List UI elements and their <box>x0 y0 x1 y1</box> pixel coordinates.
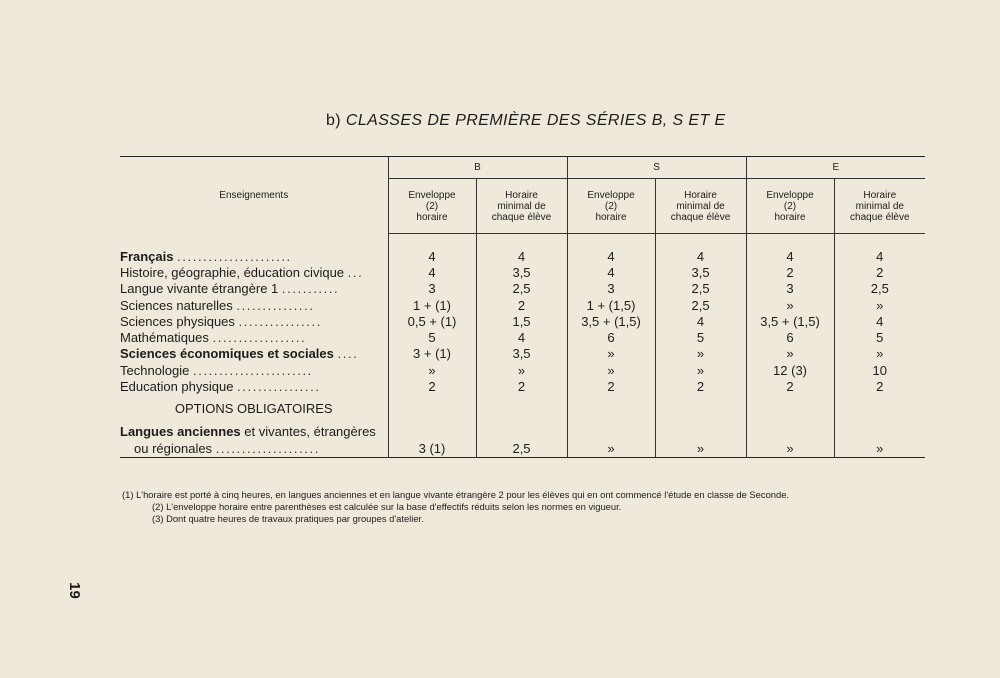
value-cell: 3 <box>567 281 655 297</box>
value-cell: 1 + (1) <box>388 297 476 313</box>
value-cell: 3 <box>746 281 834 297</box>
options-title: OPTIONS OBLIGATOIRES <box>174 401 333 417</box>
page-number: 19 <box>65 582 83 599</box>
subject-cell: Histoire, géographie, éducation civique ... <box>120 264 364 280</box>
value-cell: » <box>567 346 655 362</box>
value-cell: » <box>567 441 655 458</box>
value-cell: 6 <box>567 329 655 345</box>
subheader-horaire-minimal: Horaire minimal de chaque élève <box>834 179 925 234</box>
value-cell: 3 <box>388 281 476 297</box>
value-cell: » <box>655 362 746 378</box>
table-row <box>120 281 925 297</box>
table-row <box>120 313 925 329</box>
subject-cell: Français ...................... <box>120 248 292 264</box>
schedule-table <box>120 156 925 458</box>
value-cell: 4 <box>655 313 746 329</box>
value-cell: » <box>388 362 476 378</box>
table-row <box>120 297 925 313</box>
value-cell: 2 <box>388 378 476 394</box>
value-cell: 2,5 <box>476 441 567 458</box>
subject-cell: Sciences naturelles ............... <box>120 297 315 313</box>
table-body <box>120 248 925 395</box>
value-cell: 4 <box>567 264 655 280</box>
subheader-enveloppe: Enveloppe (2) horaire <box>746 179 834 234</box>
subject-cell: Sciences physiques ................ <box>120 313 322 329</box>
value-cell: » <box>746 297 834 313</box>
value-cell: 2,5 <box>834 281 925 297</box>
value-cell: 1 + (1,5) <box>567 297 655 313</box>
value-cell: 3 (1) <box>388 441 476 458</box>
value-cell: » <box>655 441 746 458</box>
value-cell: 12 (3) <box>746 362 834 378</box>
value-cell: » <box>834 297 925 313</box>
subject-column-header: Enseignements <box>219 189 289 201</box>
value-cell: 2,5 <box>655 281 746 297</box>
subject-cell: Education physique ................ <box>120 379 321 395</box>
value-cell: 2,5 <box>476 281 567 297</box>
value-cell: 5 <box>834 329 925 345</box>
footnote-1: (1) L'horaire est porté à cinq heures, en langues anciennes et en langue vivante étrangère 2 pour les élèves qui en ont commencé l'étude en classe de Seconde. <box>122 489 790 500</box>
subject-cell: Mathématiques .................. <box>120 330 307 346</box>
table-row <box>120 329 925 345</box>
value-cell: 6 <box>746 329 834 345</box>
table-row <box>120 248 925 264</box>
group-header-s: S <box>567 157 746 179</box>
section-title <box>326 112 726 130</box>
group-header-b: B <box>388 157 567 179</box>
value-cell: 3,5 <box>476 346 567 362</box>
subheader-horaire-minimal: Horaire minimal de chaque élève <box>476 179 567 234</box>
value-cell: 2 <box>834 378 925 394</box>
value-cell: 5 <box>388 329 476 345</box>
value-cell: » <box>834 346 925 362</box>
subject-cell: Technologie ....................... <box>120 362 313 378</box>
footnotes <box>122 489 927 525</box>
table-row <box>120 362 925 378</box>
value-cell: 3,5 + (1,5) <box>567 313 655 329</box>
value-cell: 2 <box>746 264 834 280</box>
value-cell: 2 <box>746 378 834 394</box>
value-cell: 1,5 <box>476 313 567 329</box>
value-cell: 4 <box>655 248 746 264</box>
value-cell: » <box>834 441 925 458</box>
subject-cell: Langue vivante étrangère 1 ........... <box>120 281 340 297</box>
subject-cell: Sciences économiques et sociales .... <box>120 346 359 362</box>
value-cell: 4 <box>476 248 567 264</box>
value-cell: 4 <box>567 248 655 264</box>
value-cell: » <box>476 362 567 378</box>
value-cell: 4 <box>388 264 476 280</box>
table-row <box>120 264 925 280</box>
group-header-e: E <box>746 157 925 179</box>
value-cell: 10 <box>834 362 925 378</box>
subheader-enveloppe: Enveloppe (2) horaire <box>567 179 655 234</box>
value-cell: 2 <box>476 378 567 394</box>
section-title-text: CLASSES DE PREMIÈRE DES SÉRIES B, S ET E <box>345 112 726 129</box>
footnote-3: (3) Dont quatre heures de travaux pratiques par groupes d'atelier. <box>152 513 424 524</box>
subheader-enveloppe: Enveloppe (2) horaire <box>388 179 476 234</box>
value-cell: 3,5 + (1,5) <box>746 313 834 329</box>
table-row <box>120 378 925 394</box>
value-cell: » <box>746 346 834 362</box>
value-cell: 3,5 <box>476 264 567 280</box>
languages-label-line1: Langues anciennes et vivantes, étrangères <box>120 424 376 440</box>
value-cell: 5 <box>655 329 746 345</box>
languages-label-line2: ou régionales .................... <box>120 441 388 458</box>
value-cell: » <box>567 362 655 378</box>
value-cell: » <box>746 441 834 458</box>
value-cell: » <box>655 346 746 362</box>
value-cell: 0,5 + (1) <box>388 313 476 329</box>
value-cell: 4 <box>834 313 925 329</box>
value-cell: 4 <box>476 329 567 345</box>
value-cell: 2 <box>655 378 746 394</box>
table-row <box>120 346 925 362</box>
value-cell: 3 + (1) <box>388 346 476 362</box>
value-cell: 4 <box>388 248 476 264</box>
value-cell: 4 <box>746 248 834 264</box>
subheader-horaire-minimal: Horaire minimal de chaque élève <box>655 179 746 234</box>
value-cell: 3,5 <box>655 264 746 280</box>
value-cell: 4 <box>834 248 925 264</box>
value-cell: 2 <box>476 297 567 313</box>
section-title-prefix: b) <box>326 112 342 129</box>
value-cell: 2 <box>567 378 655 394</box>
footnote-2: (2) L'enveloppe horaire entre parenthèses est calculée sur la base d'effectifs réduits selon les normes en vigueur. <box>152 501 622 512</box>
table-row <box>120 441 925 458</box>
value-cell: 2,5 <box>655 297 746 313</box>
value-cell: 2 <box>834 264 925 280</box>
